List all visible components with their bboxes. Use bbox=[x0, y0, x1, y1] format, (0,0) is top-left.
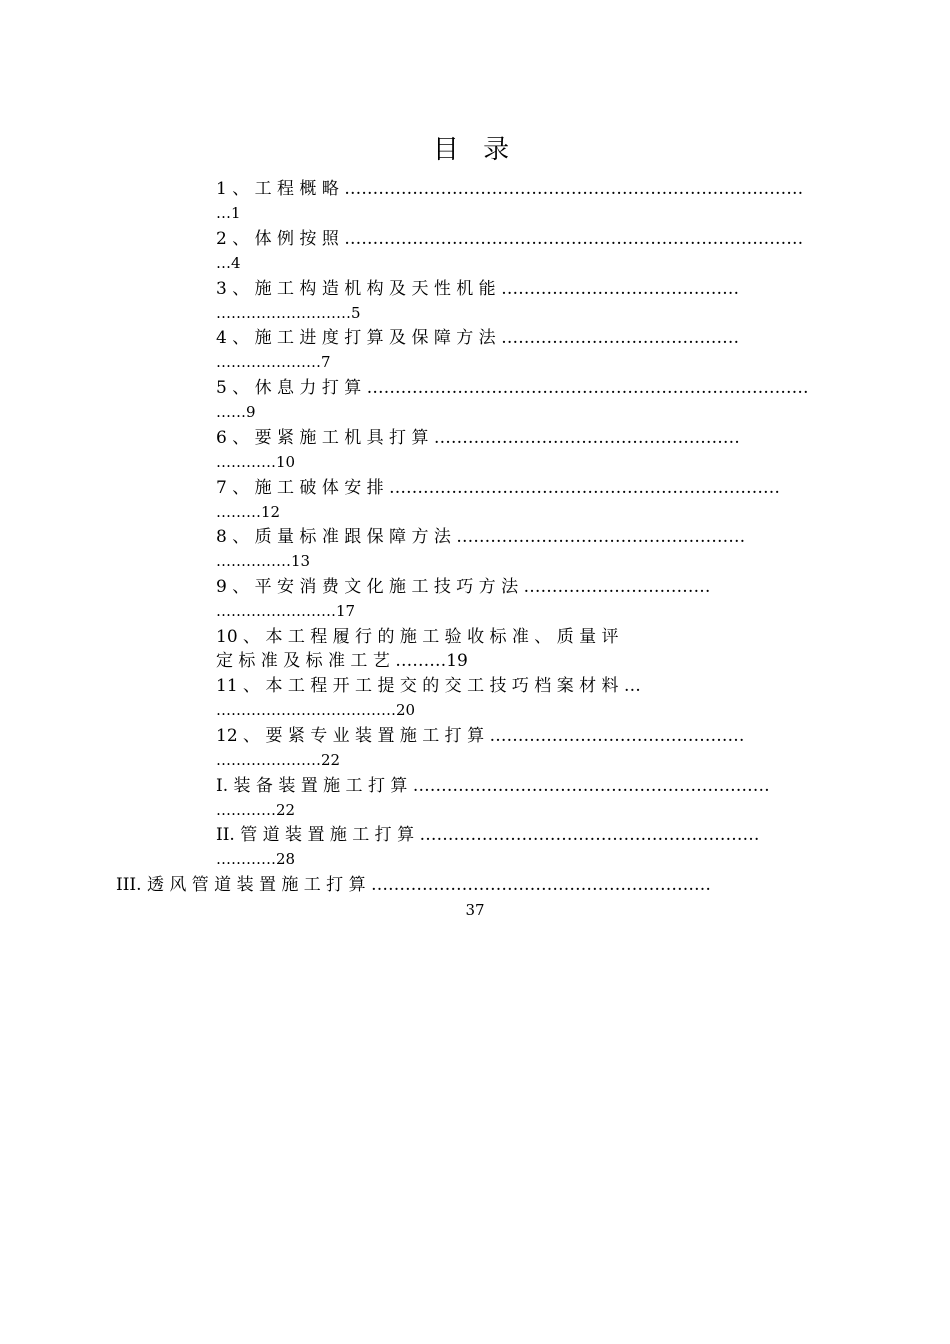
toc-entry-5[interactable]: 5 、 休 息 力 打 算 …………………………………………………………………… bbox=[216, 378, 809, 398]
toc-entry-1[interactable]: 1 、 工 程 概 略 ……………………………………………………………………… bbox=[216, 179, 804, 199]
toc-entry-1-page: …1 bbox=[216, 204, 241, 222]
toc-subentry-iii-page: 37 bbox=[465, 901, 485, 919]
toc-entry-8-page: ……………13 bbox=[216, 552, 311, 570]
toc-entry-10[interactable]: 10 、 本 工 程 履 行 的 施 工 验 收 标 准 、 质 量 评 bbox=[216, 627, 619, 647]
toc-entry-9[interactable]: 9 、 平 安 消 费 文 化 施 工 技 巧 方 法 …………………………… bbox=[216, 577, 711, 597]
toc-subentry-i[interactable]: I. 装 备 装 置 施 工 打 算 ……………………………………………………… bbox=[216, 776, 770, 796]
toc-subentry-ii-page: …………28 bbox=[216, 850, 296, 868]
toc-entry-11[interactable]: 11 、 本 工 程 开 工 提 交 的 交 工 技 巧 档 案 材 料 … bbox=[216, 676, 641, 696]
toc-entry-12-page: …………………22 bbox=[216, 751, 341, 769]
toc-entry-4-page: …………………7 bbox=[216, 353, 331, 371]
toc-entry-5-page: ……9 bbox=[216, 403, 256, 421]
toc-entry-2[interactable]: 2 、 体 例 按 照 ……………………………………………………………………… bbox=[216, 229, 804, 249]
toc-title: 目 录 bbox=[432, 135, 518, 165]
toc-entry-3-page: ………………………5 bbox=[216, 304, 361, 322]
toc-entry-11-page: ………………………………20 bbox=[216, 701, 416, 719]
toc-subentry-ii[interactable]: II. 管 道 装 置 施 工 打 算 …………………………………………………… bbox=[216, 825, 760, 845]
toc-entry-6-page: …………10 bbox=[216, 453, 296, 471]
toc-entry-8[interactable]: 8 、 质 量 标 准 跟 保 障 方 法 …………………………………………… bbox=[216, 527, 746, 547]
toc-entry-9-page: ……………………17 bbox=[216, 602, 356, 620]
toc-entry-12[interactable]: 12 、 要 紧 专 业 装 置 施 工 打 算 ……………………………………… bbox=[216, 726, 745, 746]
toc-subentry-iii[interactable]: III. 透 风 管 道 装 置 施 工 打 算 …………………………………………………… bbox=[116, 875, 711, 895]
toc-entry-7[interactable]: 7 、 施 工 破 体 安 排 …………………………………………………………… bbox=[216, 478, 781, 498]
toc-entry-10-cont: 定 标 准 及 标 准 工 艺 ………19 bbox=[216, 651, 468, 671]
toc-entry-3[interactable]: 3 、 施 工 构 造 机 构 及 天 性 机 能 …………………………………… bbox=[216, 279, 740, 299]
toc-entry-4[interactable]: 4 、 施 工 进 度 打 算 及 保 障 方 法 …………………………………… bbox=[216, 328, 740, 348]
toc-entry-2-page: …4 bbox=[216, 254, 241, 272]
toc-subentry-i-page: …………22 bbox=[216, 801, 296, 819]
toc-entry-6[interactable]: 6 、 要 紧 施 工 机 具 打 算 ……………………………………………… bbox=[216, 428, 740, 448]
toc-entry-7-page: ………12 bbox=[216, 503, 281, 521]
